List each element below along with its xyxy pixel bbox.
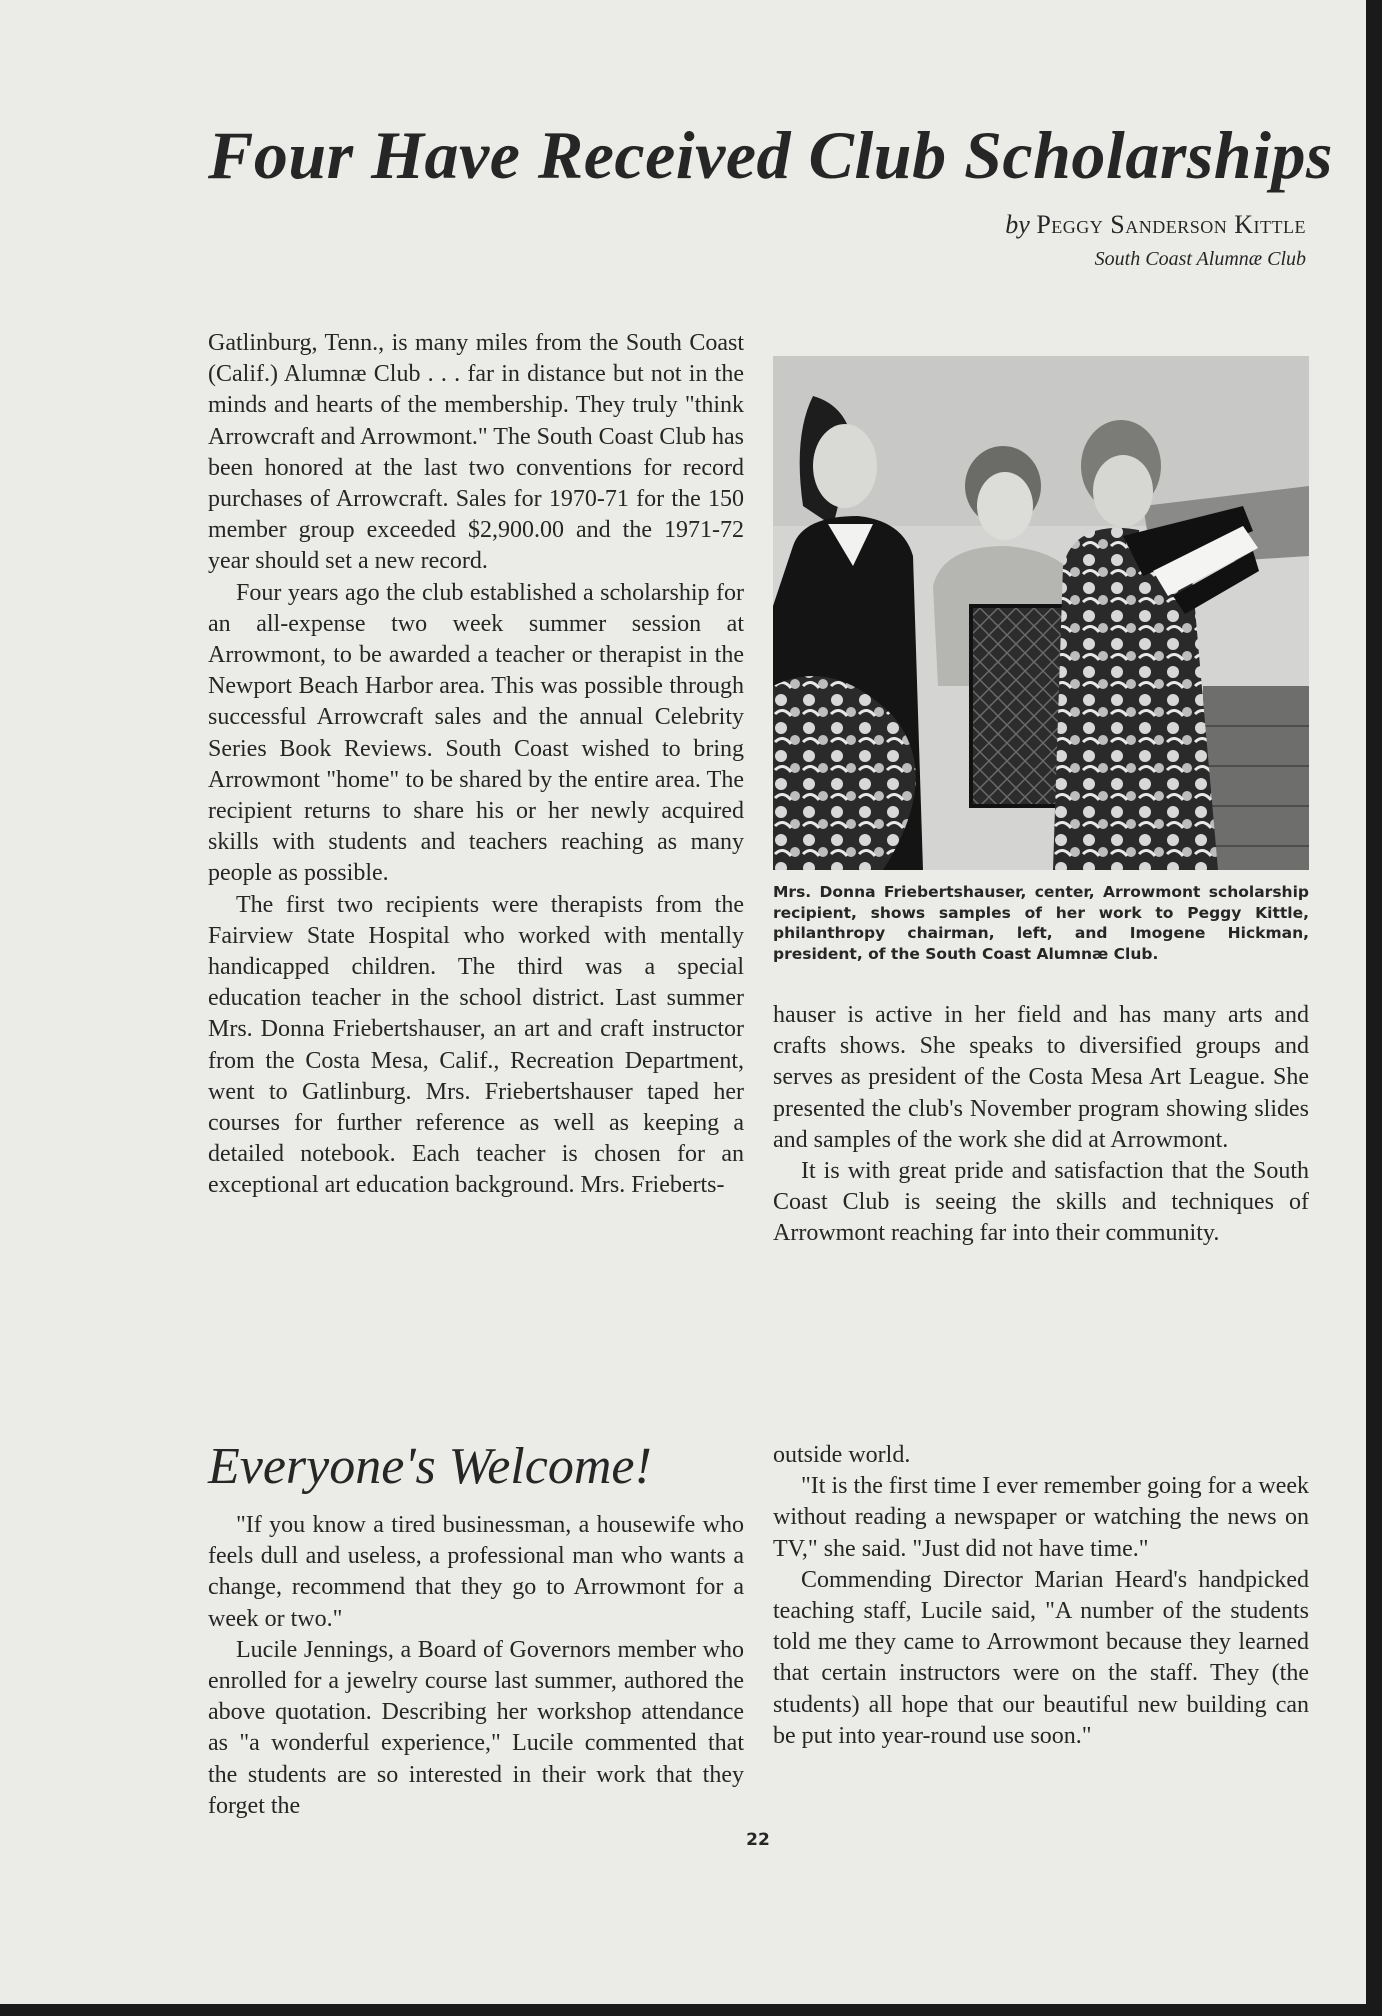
paragraph: "If you know a tired businessman, a housewife who feels dull and useless, a professional man who wants a change, recommend that they go to Arrowmont for a week or two." <box>208 1512 744 1632</box>
paragraph: hauser is active in her field and has many arts and crafts shows. She speaks to diversified groups and serves as president of the Costa Mesa Art League. She presented the club's November program showing slides and samples of the work she did at Arrowmont. <box>773 1002 1309 1153</box>
paragraph: Lucile Jennings, a Board of Governors member who enrolled for a jewelry course last summer, authored the above quotation. Describing her workshop attendance as "a wonderful experience," Lucile commented that the students are so interested in their work that they forget the <box>208 1636 744 1819</box>
paragraph: "It is the first time I ever remember going for a week without reading a newspaper or watching the news on TV," she said. "Just did not have time." <box>773 1473 1309 1562</box>
paragraph: Commending Director Marian Heard's handpicked teaching staff, Lucile said, "A number of the students told me they came to Arrowmont because they learned that certain instructors were on the staff. They (the students) all hope that our beautiful new building can be put into year-round use soon." <box>773 1566 1309 1749</box>
photo-three-women <box>773 356 1309 870</box>
paragraph: Gatlinburg, Tenn., is many miles from the South Coast (Calif.) Alumnæ Club . . . far in distance but not in the minds and hearts of the membership. They truly "think Arrowcraft and Arrowmont." The South Coast Club has been honored at the last two conventions for record purchases of Arrowcraft. Sales for 1970-71 for the 150 member group exceeded $2,900.00 and the 1971-72 year should set a new record. <box>208 330 744 575</box>
second-article-left-column <box>208 1510 744 1822</box>
photo-caption: Mrs. Donna Friebertshauser, center, Arrowmont scholarship recipient, shows samples of her work to Peggy Kittle, philanthropy chairman, left, and Imogene Hickman, president, of the South Coast Alumnæ Club. <box>773 883 1309 963</box>
byline <box>706 210 1306 240</box>
second-article-title: Everyone's Welcome! <box>208 1438 652 1495</box>
author-affiliation: South Coast Alumnæ Club <box>1094 248 1306 270</box>
article-left-column <box>208 328 744 1202</box>
page-number: 22 <box>746 1830 770 1850</box>
byline-by: by <box>1005 210 1030 239</box>
article-right-column <box>773 1000 1309 1250</box>
author-name: Peggy Sanderson Kittle <box>1036 210 1306 239</box>
paragraph: outside world. <box>773 1442 911 1468</box>
paragraph: The first two recipients were therapists from the Fairview State Hospital who worked with mentally handicapped children. The third was a special education teacher in the school district. Last summer Mrs. Donna Friebertshauser, an art and craft instructor from the Costa Mesa, Calif., Recreation Department, went to Gatlinburg. Mrs. Friebertshauser taped her courses for further reference as well as keeping a detailed notebook. Each teacher is chosen for an exceptional art education background. Mrs. Frieberts- <box>208 891 744 1199</box>
article-title: Four Have Received Club Scholarships <box>208 117 1333 193</box>
paragraph: It is with great pride and satisfaction that the South Coast Club is seeing the skills and techniques of Arrowmont reaching far into their community. <box>773 1158 1309 1247</box>
paragraph: Four years ago the club established a scholarship for an all-expense two week summer session at Arrowmont, to be awarded a teacher or therapist in the Newport Beach Harbor area. This was possible through successful Arrowcraft sales and the annual Celebrity Series Book Reviews. South Coast wished to bring Arrowmont "home" to be shared by the entire area. The recipient returns to share his or her newly acquired skills with students and teachers reaching as many people as possible. <box>208 579 744 887</box>
second-article-right-column <box>773 1440 1309 1752</box>
